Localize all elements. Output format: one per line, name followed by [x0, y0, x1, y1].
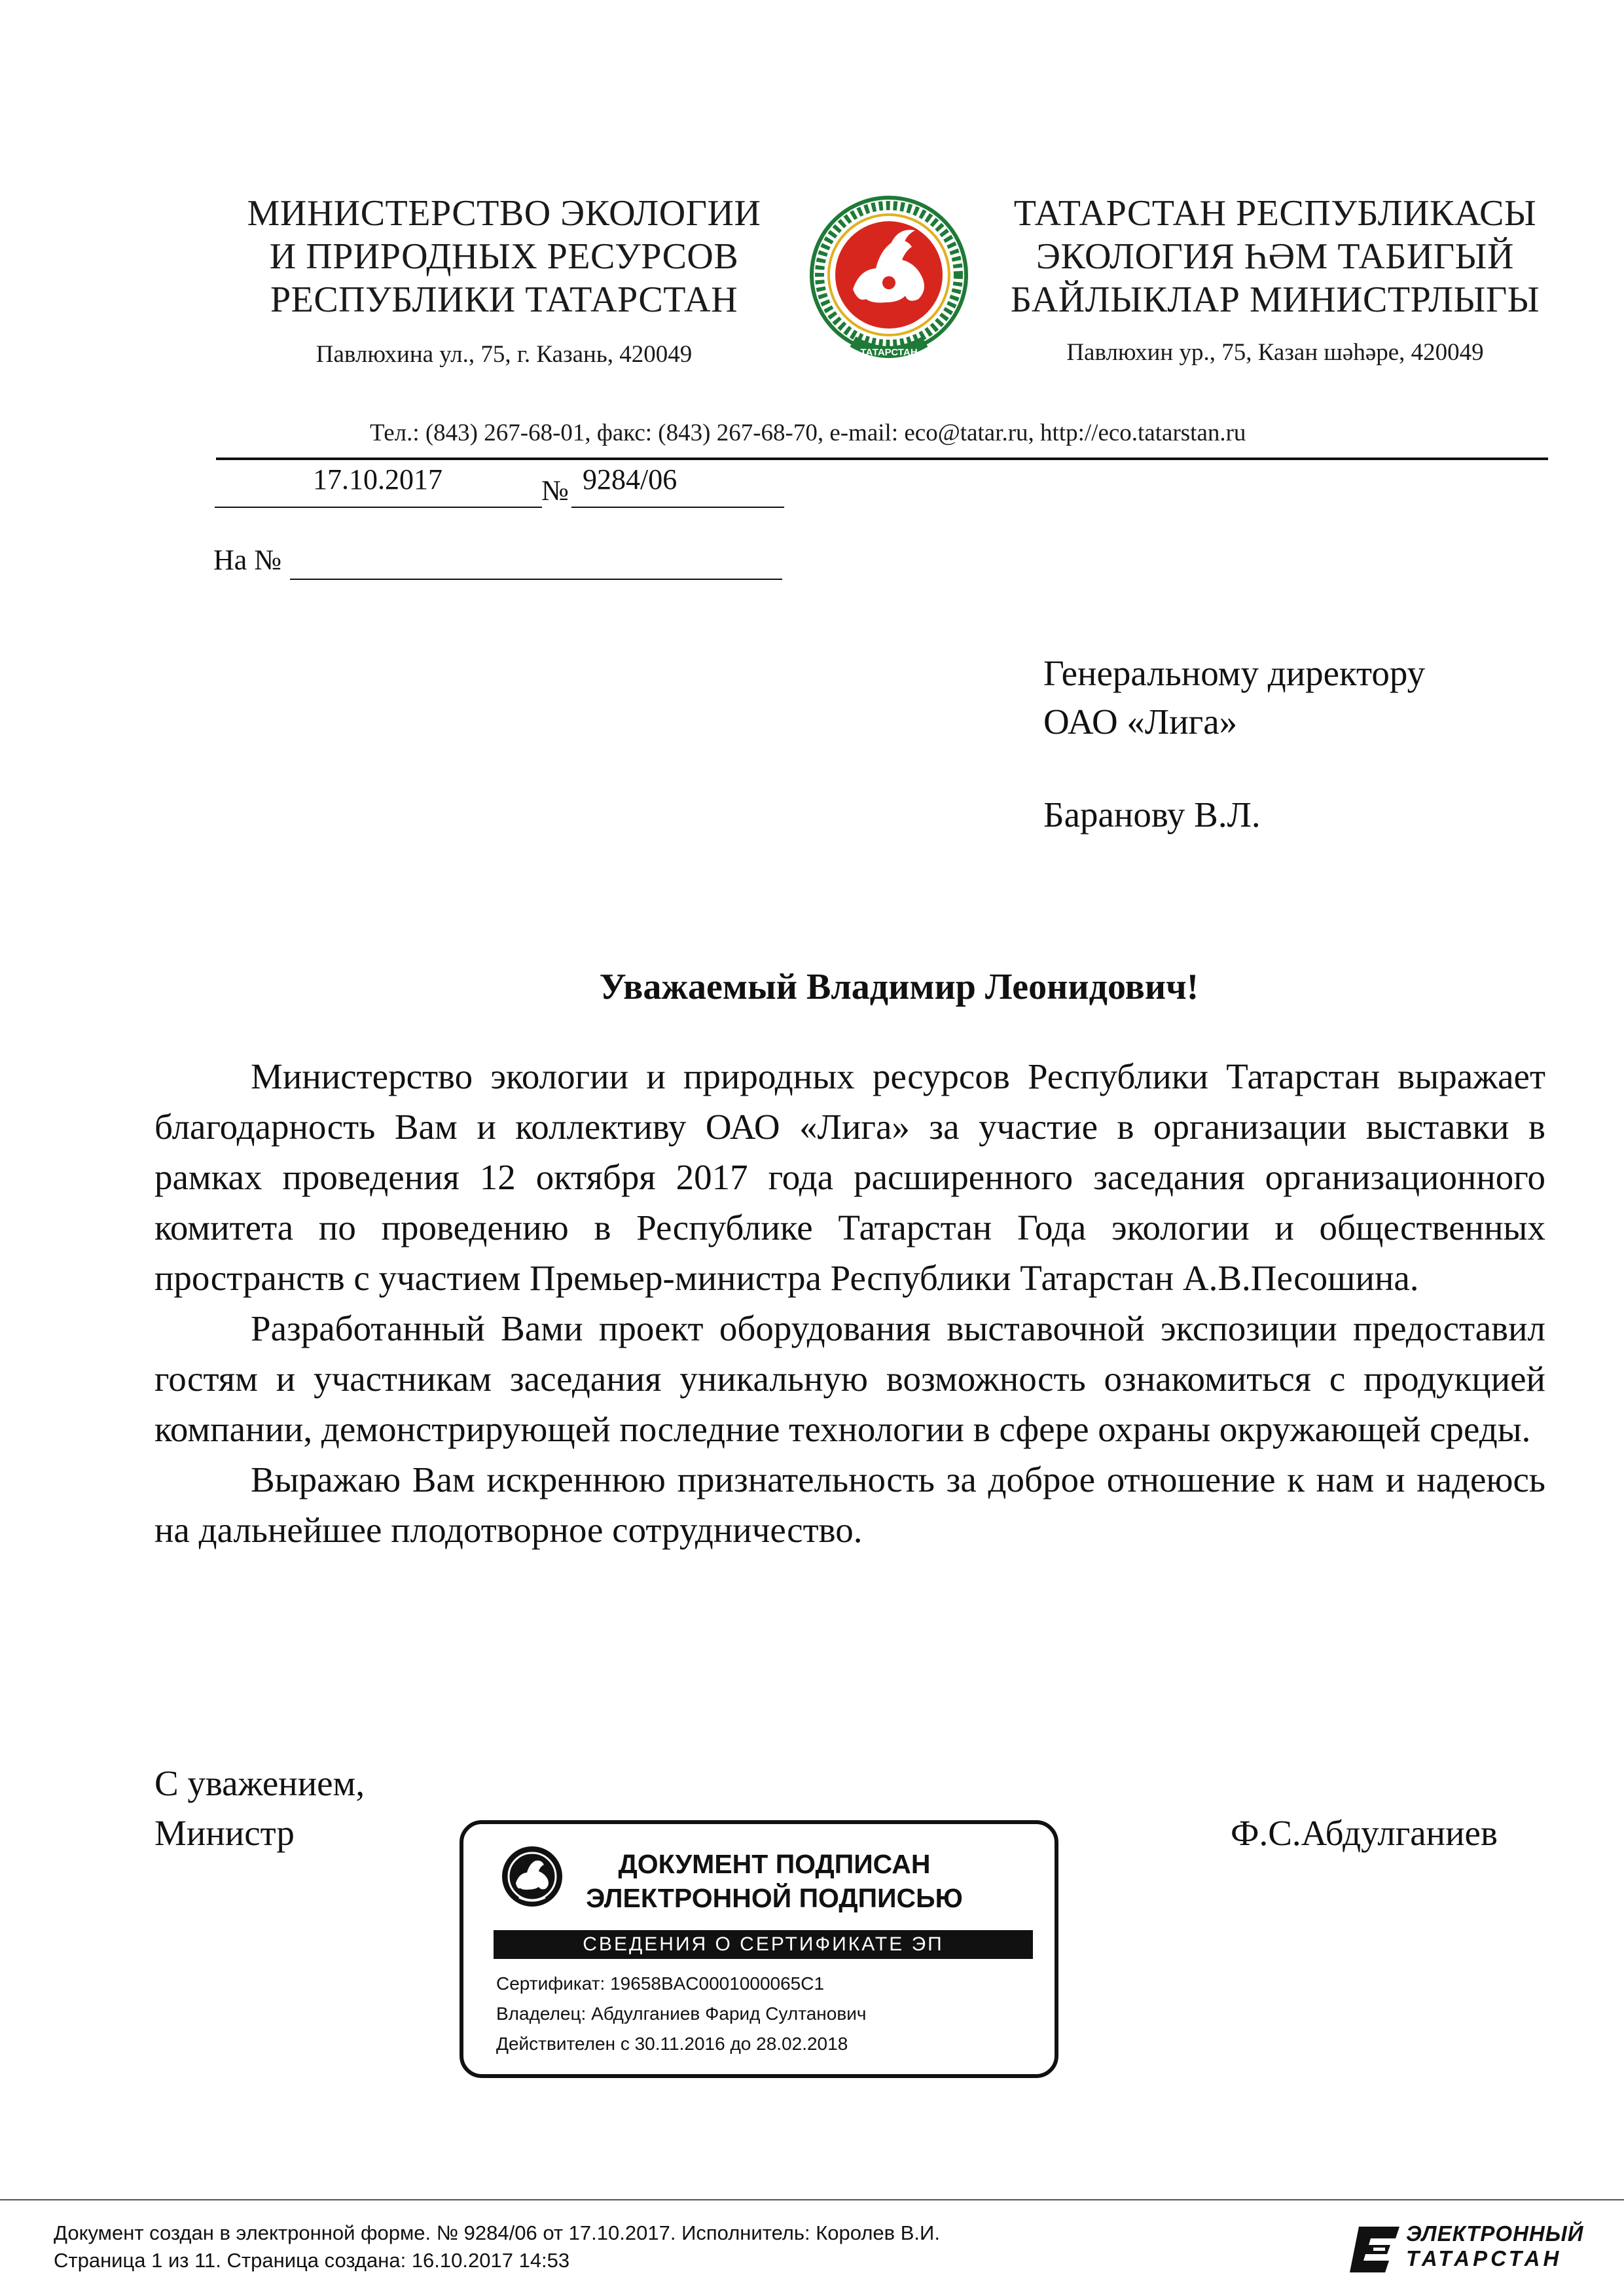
paragraph: Министерство экологии и природных ресурсов Республики Татарстан выражает благодарность Вам и коллективу ОАО «Лига» за участие в организации выставки в рамках проведения 12 октября 2017 года расширенного заседания организационного комитета по проведению в Республике Татарстан Года экологии и общественных пространств с участием Премьер-министра Республики Татарстан А.В.Песошина. [154, 1056, 1545, 1298]
ministry-name-line: ТАТАРСТАН РЕСПУБЛИКАСЫ [1013, 193, 1537, 234]
header-divider [216, 457, 1548, 460]
reply-to-label: На № [213, 544, 282, 576]
ministry-name-line: И ПРИРОДНЫХ РЕСУРСОВ [269, 236, 739, 277]
signature-name: Ф.С.Абдулганиев [1231, 1813, 1498, 1853]
stamp-title-line: ЭЛЕКТРОННОЙ ПОДПИСЬЮ [586, 1883, 963, 1913]
logo-text-line: ТАТАРСТАН [1406, 2246, 1562, 2270]
footer-line: Страница 1 из 11. Страница создана: 16.10.2017 14:53 [54, 2249, 570, 2272]
date-underline [215, 507, 542, 508]
reply-to-underline [290, 579, 782, 580]
ministry-name-line: БАЙЛЫКЛАР МИНИСТРЛЫГЫ [1010, 279, 1540, 320]
stamp-title [575, 1847, 974, 1915]
document-number: 9284/06 [583, 463, 677, 495]
electronic-signature-stamp [460, 1820, 1058, 2078]
addressee-block [1043, 649, 1425, 839]
document-date: 17.10.2017 [313, 463, 442, 495]
salutation: Уважаемый Владимир Леонидович! [599, 967, 1199, 1007]
tatarstan-emblem-small-icon [499, 1844, 565, 1909]
electronic-tatarstan-logo [1347, 2219, 1584, 2278]
addressee-name: Баранову В.Л. [1043, 795, 1261, 834]
paragraph: Выражаю Вам искреннюю признательность за доброе отношение к нам и надеюсь на дальнейшее плодотворное сотрудничество. [154, 1460, 1545, 1550]
footer-line: Документ создан в электронной форме. № 9284/06 от 17.10.2017. Исполнитель: Королев В.И. [54, 2221, 940, 2244]
addressee-position: Генеральному директору [1043, 653, 1426, 693]
ministry-name-line: МИНИСТЕРСТВО ЭКОЛОГИИ [247, 193, 761, 234]
ministry-address-tatar: Павлюхин ур., 75, Казан шәһәре, 420049 [1066, 339, 1484, 366]
certificate-info-bar: СВЕДЕНИЯ О СЕРТИФИКАТЕ ЭП [494, 1930, 1033, 1959]
footer-divider [0, 2199, 1624, 2200]
ministry-name-line: ЭКОЛОГИЯ ҺӘМ ТАБИГЫЙ [1036, 236, 1514, 277]
paragraph: Разработанный Вами проект оборудования выставочной экспозиции предоставил гостям и участникам заседания уникальную возможность ознакомиться с продукцией компании, демонстрирующей последние технологии в сфере охраны окружающей среды. [154, 1308, 1545, 1449]
addressee-organization: ОАО «Лига» [1043, 702, 1238, 742]
emblem-text: ТАТАРСТАН [860, 347, 918, 358]
logo-text-line: ЭЛЕКТРОННЫЙ [1406, 2221, 1584, 2246]
number-sign: № [541, 475, 569, 507]
number-underline [571, 507, 784, 508]
ministry-name-line: РЕСПУБЛИКИ ТАТАРСТАН [270, 279, 738, 320]
electronic-tatarstan-logo-icon [1347, 2219, 1406, 2278]
ministry-name-russian [216, 192, 792, 321]
certificate-owner: Владелец: Абдулганиев Фарид Султанович [496, 2003, 867, 2024]
signature-closing: С уважением, [154, 1763, 365, 1803]
tatarstan-emblem-icon [807, 191, 971, 368]
certificate-validity: Действителен с 30.11.2016 до 28.02.2018 [496, 2034, 848, 2054]
ministry-address-russian: Павлюхина ул., 75, г. Казань, 420049 [316, 341, 693, 368]
signature-position: Министр [154, 1813, 295, 1853]
letter-body [154, 1051, 1545, 1555]
certificate-number: Сертификат: 19658BAC0001000065C1 [496, 1973, 825, 1994]
footer-info [54, 2219, 940, 2274]
stamp-title-line: ДОКУМЕНТ ПОДПИСАН [618, 1849, 931, 1879]
ministry-name-tatar [987, 192, 1563, 321]
contact-info: Тел.: (843) 267-68-01, факс: (843) 267-68-70, e-mail: eco@tatar.ru, http://eco.tatarstan.ru [370, 420, 1246, 446]
